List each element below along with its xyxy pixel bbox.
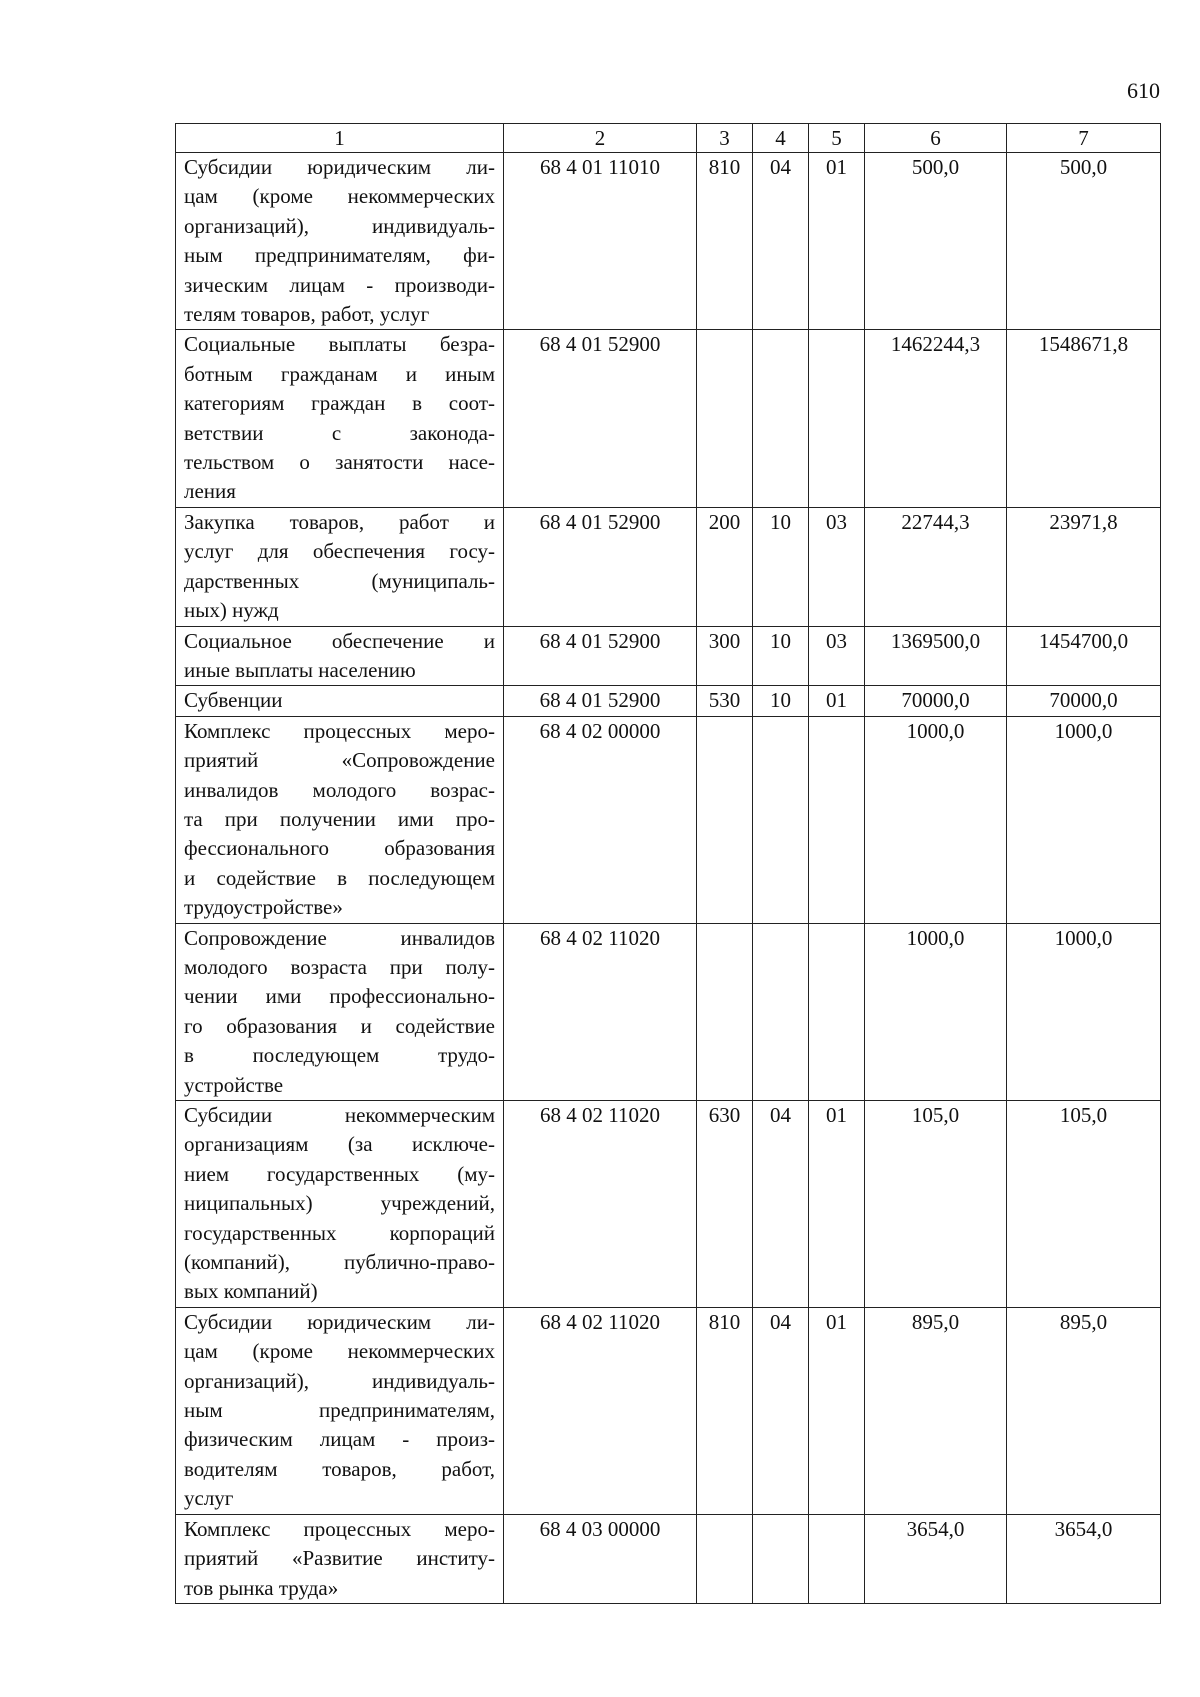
row-description	[176, 507, 504, 626]
description-line: Социальное обеспечение и	[184, 628, 495, 653]
row-code: 68 4 02 00000	[504, 716, 697, 923]
description-line: организаций), индивидуаль-	[184, 213, 495, 238]
description-line: та при получении ими про-	[184, 806, 495, 831]
row-description	[176, 1101, 504, 1308]
table-row	[176, 330, 1161, 507]
row-col-4	[753, 716, 809, 923]
description-line: Сопровождение инвалидов	[184, 925, 495, 950]
row-col-4: 10	[753, 686, 809, 716]
row-amount-6: 105,0	[865, 1101, 1007, 1308]
description-line: организациям (за исключе-	[184, 1132, 495, 1157]
table-row	[176, 716, 1161, 923]
column-header-3: 3	[697, 124, 753, 153]
row-code: 68 4 01 52900	[504, 626, 697, 686]
description-line: (компаний), публично-право-	[184, 1250, 495, 1275]
description-line: приятий «Развитие институ-	[184, 1546, 495, 1571]
row-amount-6: 895,0	[865, 1307, 1007, 1514]
row-col-5: 01	[809, 686, 865, 716]
row-amount-6: 1462244,3	[865, 330, 1007, 507]
row-col-5: 03	[809, 507, 865, 626]
description-line: категориям граждан в соот-	[184, 391, 495, 416]
description-line: трудоустройстве»	[184, 895, 343, 920]
row-amount-7: 3654,0	[1007, 1514, 1161, 1603]
description-line: иные выплаты населению	[184, 657, 416, 682]
description-line: молодого возраста при полу-	[184, 954, 495, 979]
row-description	[176, 1514, 504, 1603]
row-amount-7: 105,0	[1007, 1101, 1161, 1308]
row-col-5	[809, 716, 865, 923]
column-header-1: 1	[176, 124, 504, 153]
row-amount-6: 3654,0	[865, 1514, 1007, 1603]
table-row	[176, 1101, 1161, 1308]
table-row	[176, 686, 1161, 716]
row-description	[176, 716, 504, 923]
description-line: Субсидии некоммерческим	[184, 1103, 495, 1127]
row-amount-7: 500,0	[1007, 153, 1161, 330]
description-line: услуг	[184, 1486, 234, 1511]
row-amount-6: 1000,0	[865, 923, 1007, 1100]
row-amount-6: 1369500,0	[865, 626, 1007, 686]
row-description	[176, 626, 504, 686]
row-col-3	[697, 923, 753, 1100]
row-col-3: 530	[697, 686, 753, 716]
description-line: государственных корпораций	[184, 1220, 495, 1245]
row-col-4: 04	[753, 153, 809, 330]
row-amount-7: 1000,0	[1007, 716, 1161, 923]
description-line: телям товаров, работ, услуг	[184, 302, 430, 327]
row-col-3	[697, 1514, 753, 1603]
row-col-5: 01	[809, 1307, 865, 1514]
description-line: чении ими профессионально-	[184, 984, 495, 1009]
row-col-5: 01	[809, 1101, 865, 1308]
description-line: ным предпринимателям,	[184, 1398, 495, 1423]
row-code: 68 4 02 11020	[504, 1101, 697, 1308]
description-line: ниципальных) учреждений,	[184, 1191, 495, 1216]
table-row	[176, 153, 1161, 330]
row-description	[176, 330, 504, 507]
row-col-3: 630	[697, 1101, 753, 1308]
row-code: 68 4 02 11020	[504, 923, 697, 1100]
column-header-4: 4	[753, 124, 809, 153]
description-line: физическим лицам - произ-	[184, 1427, 495, 1452]
row-col-4	[753, 923, 809, 1100]
row-col-4	[753, 1514, 809, 1603]
row-amount-6: 70000,0	[865, 686, 1007, 716]
description-line: в последующем трудо-	[184, 1043, 495, 1068]
description-line: нием государственных (му-	[184, 1161, 495, 1186]
description-line: дарственных (муниципаль-	[184, 568, 495, 593]
column-header-2: 2	[504, 124, 697, 153]
table-header-row	[176, 124, 1161, 153]
row-code: 68 4 01 11010	[504, 153, 697, 330]
table-row	[176, 1307, 1161, 1514]
description-line: устройстве	[184, 1072, 284, 1097]
description-line: тельством о занятости насе-	[184, 450, 495, 475]
description-line: Комплекс процессных меро-	[184, 1516, 495, 1541]
description-line: инвалидов молодого возрас-	[184, 777, 495, 802]
row-description	[176, 1307, 504, 1514]
row-amount-7: 895,0	[1007, 1307, 1161, 1514]
description-line: организаций), индивидуаль-	[184, 1368, 495, 1393]
description-line: Субвенции	[184, 688, 283, 713]
row-amount-7: 70000,0	[1007, 686, 1161, 716]
row-col-3	[697, 330, 753, 507]
description-line: зическим лицам - производи-	[184, 272, 495, 297]
description-line: Комплекс процессных меро-	[184, 718, 495, 743]
row-amount-6: 1000,0	[865, 716, 1007, 923]
description-line: и содействие в последующем	[184, 865, 495, 890]
row-code: 68 4 01 52900	[504, 686, 697, 716]
row-col-3: 300	[697, 626, 753, 686]
row-col-5	[809, 923, 865, 1100]
description-line: цам (кроме некоммерческих	[184, 1339, 495, 1364]
budget-table	[175, 123, 1161, 1604]
description-line: тов рынка труда»	[184, 1575, 339, 1600]
table-row	[176, 507, 1161, 626]
table-row	[176, 923, 1161, 1100]
description-line: ветствии с законода-	[184, 420, 495, 445]
row-description	[176, 153, 504, 330]
row-description	[176, 686, 504, 716]
row-col-3: 810	[697, 1307, 753, 1514]
description-line: Социальные выплаты безра-	[184, 332, 495, 357]
row-code: 68 4 01 52900	[504, 507, 697, 626]
description-line: водителям товаров, работ,	[184, 1456, 495, 1481]
description-line: ботным гражданам и иным	[184, 361, 495, 386]
column-header-5: 5	[809, 124, 865, 153]
row-col-3	[697, 716, 753, 923]
description-line: ных) нужд	[184, 598, 279, 623]
description-line: ления	[184, 479, 236, 504]
table-row	[176, 626, 1161, 686]
row-col-5: 03	[809, 626, 865, 686]
row-amount-6: 22744,3	[865, 507, 1007, 626]
page-number: 610	[1127, 78, 1160, 103]
row-col-4	[753, 330, 809, 507]
row-description	[176, 923, 504, 1100]
description-line: Закупка товаров, работ и	[184, 509, 495, 534]
description-line: го образования и содействие	[184, 1013, 495, 1038]
row-col-4: 04	[753, 1307, 809, 1514]
row-col-4: 10	[753, 507, 809, 626]
row-col-5: 01	[809, 153, 865, 330]
column-header-6: 6	[865, 124, 1007, 153]
row-code: 68 4 03 00000	[504, 1514, 697, 1603]
description-line: приятий «Сопровождение	[184, 748, 495, 773]
row-amount-7: 23971,8	[1007, 507, 1161, 626]
column-header-7: 7	[1007, 124, 1161, 153]
description-line: Субсидии юридическим ли-	[184, 1309, 495, 1334]
description-line: ным предпринимателям, фи-	[184, 243, 495, 268]
row-amount-7: 1000,0	[1007, 923, 1161, 1100]
row-col-5	[809, 330, 865, 507]
row-col-3: 200	[697, 507, 753, 626]
row-code: 68 4 01 52900	[504, 330, 697, 507]
row-amount-6: 500,0	[865, 153, 1007, 330]
row-col-5	[809, 1514, 865, 1603]
row-amount-7: 1548671,8	[1007, 330, 1161, 507]
description-line: фессионального образования	[184, 836, 495, 861]
row-col-4: 04	[753, 1101, 809, 1308]
description-line: Субсидии юридическим ли-	[184, 155, 495, 179]
row-col-3: 810	[697, 153, 753, 330]
row-col-4: 10	[753, 626, 809, 686]
table-row	[176, 1514, 1161, 1603]
description-line: услуг для обеспечения госу-	[184, 539, 495, 564]
description-line: вых компаний)	[184, 1279, 318, 1304]
description-line: цам (кроме некоммерческих	[184, 184, 495, 209]
row-code: 68 4 02 11020	[504, 1307, 697, 1514]
row-amount-7: 1454700,0	[1007, 626, 1161, 686]
